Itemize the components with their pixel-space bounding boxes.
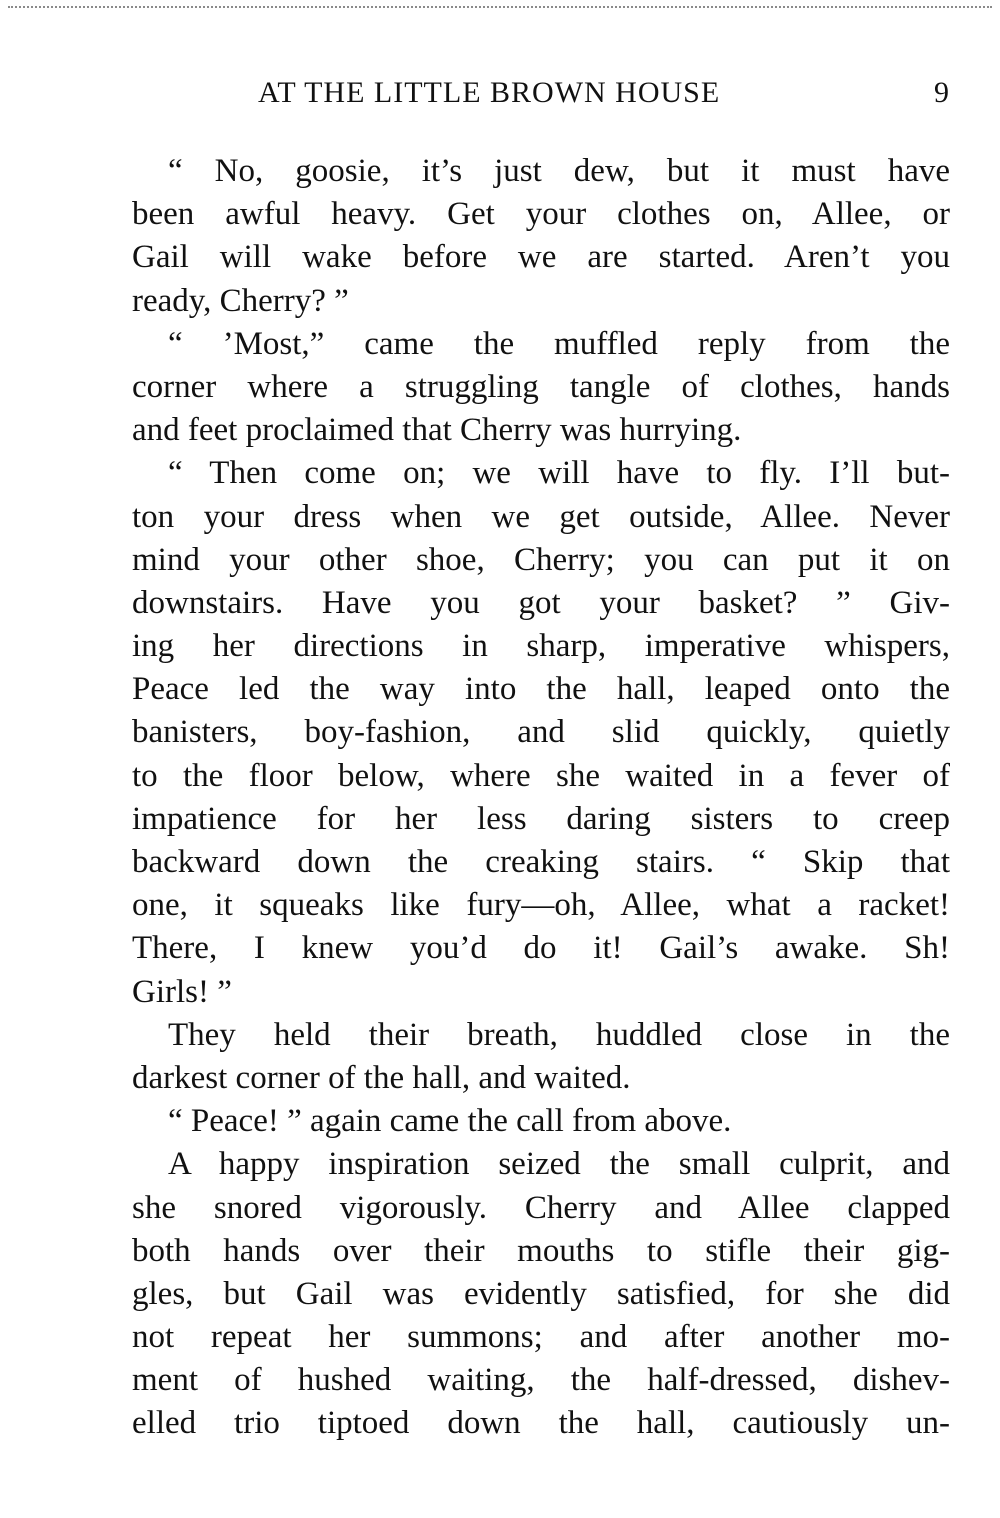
body-text xyxy=(132,150,950,1446)
text-line: impatience for her less daring sisters to creep xyxy=(132,800,950,837)
text-line: Girls! ” xyxy=(132,973,232,1010)
text-line: downstairs. Have you got your basket? ” Giv- xyxy=(132,584,950,621)
text-line: “ Then come on; we will have to fly. I’ll but- xyxy=(168,455,950,492)
text-line: “ Peace! ” again came the call from above. xyxy=(168,1103,732,1140)
running-head xyxy=(132,76,950,116)
text-line: corner where a struggling tangle of clothes, hands xyxy=(132,368,950,405)
text-line: banisters, boy-fashion, and slid quickly, quietly xyxy=(132,714,950,751)
text-line: Peace led the way into the hall, leaped onto the xyxy=(132,671,950,708)
text-line: elled trio tiptoed down the hall, cautiously un- xyxy=(132,1405,950,1442)
page-number: 9 xyxy=(934,76,950,109)
text-line: ready, Cherry? ” xyxy=(132,282,349,319)
text-line: ment of hushed waiting, the half-dressed, dishev- xyxy=(132,1362,950,1399)
text-line: to the floor below, where she waited in a fever of xyxy=(132,757,950,794)
scan-edge-rule xyxy=(8,6,992,8)
text-line: backward down the creaking stairs. “ Skip that xyxy=(132,844,950,880)
text-line: mind your other shoe, Cherry; you can put it on xyxy=(132,541,950,578)
text-line: gles, but Gail was evidently satisfied, for she did xyxy=(132,1275,950,1312)
text-line: not repeat her summons; and after another mo- xyxy=(132,1319,950,1356)
text-line: They held their breath, huddled close in the xyxy=(168,1016,950,1053)
text-line: darkest corner of the hall, and waited. xyxy=(132,1059,631,1096)
text-line: ing her directions in sharp, imperative whispers, xyxy=(132,628,950,665)
text-line: one, it squeaks like fury—oh, Allee, what a racket! xyxy=(132,887,950,924)
text-line: “ ’Most,” came the muffled reply from the xyxy=(168,325,950,362)
text-line: There, I knew you’d do it! Gail’s awake. Sh! xyxy=(132,930,950,967)
text-line: both hands over their mouths to stifle their gig- xyxy=(132,1232,950,1269)
text-line: and feet proclaimed that Cherry was hurrying. xyxy=(132,412,742,449)
text-line: she snored vigorously. Cherry and Allee clapped xyxy=(132,1189,950,1226)
text-line: A happy inspiration seized the small culprit, and xyxy=(168,1146,950,1183)
text-line: been awful heavy. Get your clothes on, Allee, or xyxy=(132,196,950,233)
text-line: Gail will wake before we are started. Aren’t you xyxy=(132,239,950,276)
text-line: ton your dress when we get outside, Allee. Never xyxy=(132,498,950,535)
running-title: AT THE LITTLE BROWN HOUSE xyxy=(258,76,721,109)
text-line: “ No, goosie, it’s just dew, but it must have xyxy=(168,153,950,189)
